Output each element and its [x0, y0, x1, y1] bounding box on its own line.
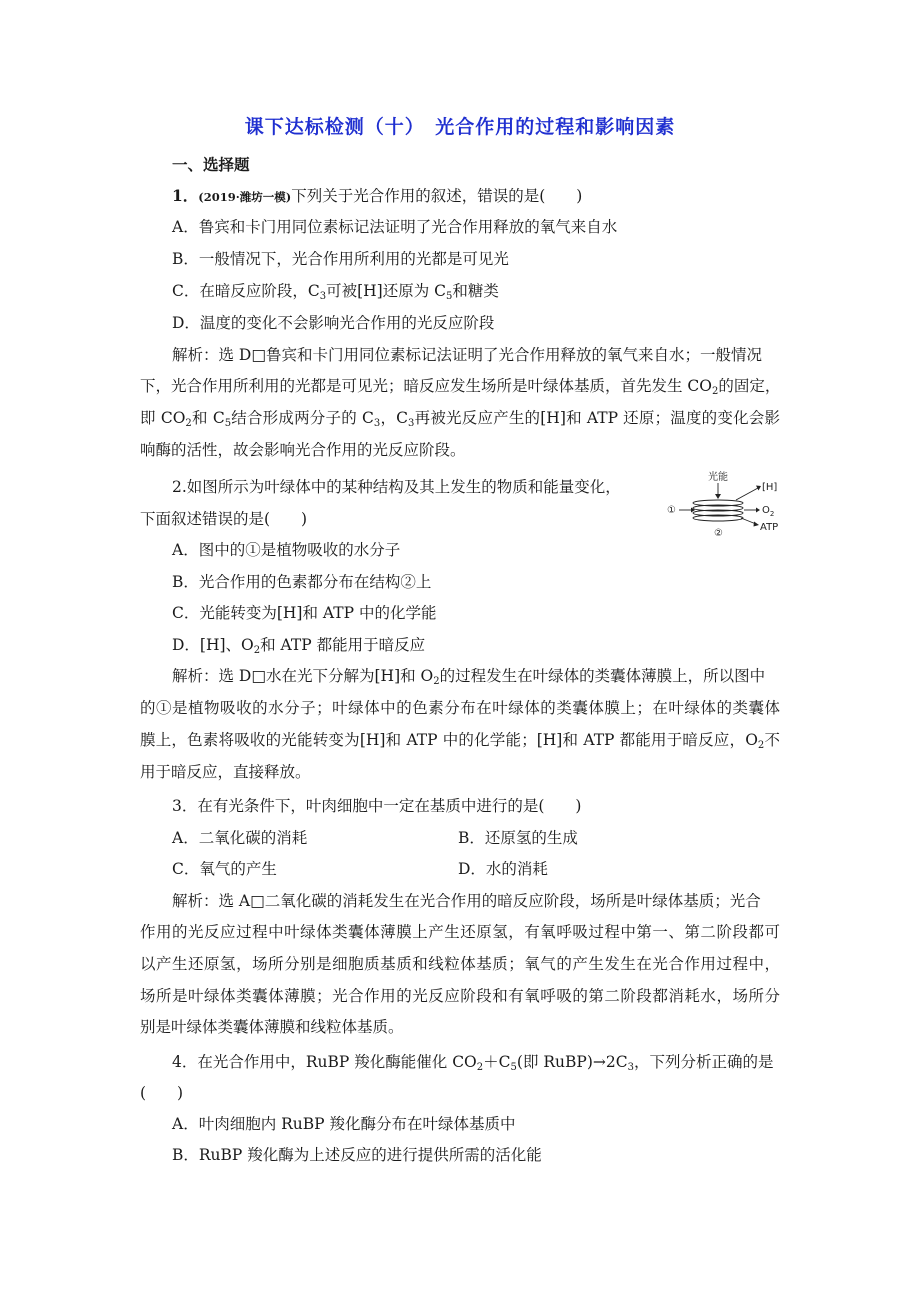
q1-option-a: A．鲁宾和卡门用同位素标记法证明了光合作用释放的氧气来自水: [172, 218, 618, 236]
diagram-o2-label: [762, 505, 774, 518]
q2-ana1-sub: 2: [433, 676, 440, 687]
h-arrowhead: [756, 486, 761, 491]
q3-option-d: D．水的消耗: [458, 860, 548, 878]
diagram-h-label: [H]: [762, 482, 778, 493]
q4-stem-s3: 3: [627, 1062, 634, 1073]
diagram-atp-label: ATP: [760, 522, 779, 533]
q4-stem-b: ＋C: [483, 1053, 511, 1071]
q3-analysis-line-5: 别是叶绿体类囊体薄膜和线粒体基质。: [140, 1018, 404, 1036]
h-arrow: [736, 488, 758, 500]
q1-ana2-text-2: 的固定，: [718, 377, 781, 395]
q1-option-d: D．温度的变化不会影响光合作用的光反应阶段: [172, 314, 495, 332]
q1-analysis-line-3: [140, 408, 780, 434]
q1-number: 1．: [172, 186, 199, 205]
q1-stem: [172, 186, 582, 207]
q2-analysis-line-2: 的①是植物吸收的水分子；叶绿体中的色素分布在叶绿体的类囊体膜上；在叶绿体的类囊体: [140, 699, 780, 717]
q2-ana1-text-2: 的过程发生在叶绿体的类囊体薄膜上，所以图中: [439, 667, 766, 685]
q1-stem-text: 下列关于光合作用的叙述，错误的是( ): [291, 187, 583, 205]
q2-ana3-text: 膜上，色素将吸收的光能转变为[H]和 ATP 中的化学能；[H]和 ATP 都能用于暗反应，O: [140, 731, 758, 749]
q1-ana3-b: 和 C: [191, 409, 225, 427]
q3-option-b: B．还原氢的生成: [458, 829, 578, 847]
thylakoid-stack: [693, 500, 743, 521]
q1-c-sub-1: 3: [319, 291, 327, 302]
q1-ana2-sub: 2: [712, 386, 719, 397]
q2-analysis-line-4: 用于暗反应，直接释放。: [140, 763, 311, 781]
q1-source: (2019·潍坊一模): [198, 190, 292, 204]
o2-text: O: [762, 505, 770, 516]
q1-ana3-s1: 2: [185, 418, 192, 429]
q2-ana3-text-2: 不: [764, 731, 780, 749]
q2-option-d: [172, 635, 425, 661]
q1-c-text-3: 和糖类: [452, 282, 499, 300]
section-heading: 一、选择题: [172, 155, 250, 174]
q3-analysis-line-2: 作用的光反应过程中叶绿体类囊体薄膜上产生还原氢，有氧呼吸过程中第一、第二阶段都可: [140, 923, 780, 941]
q1-option-c: [172, 281, 499, 307]
q1-c-text-1: C．在暗反应阶段，C: [172, 282, 320, 300]
q1-analysis-line-1: 解析：选 D□鲁宾和卡门用同位素标记法证明了光合作用释放的氧气来自水；一般情况: [172, 346, 763, 364]
thylakoid-diagram: [664, 470, 794, 542]
q1-ana3-a: 即 CO: [140, 409, 186, 427]
q2-ana1-text: 解析：选 D□水在光下分解为[H]和 O: [172, 667, 434, 685]
q2-d-text-1: D．[H]、O: [172, 636, 254, 654]
q2-d-sub: 2: [253, 645, 261, 656]
q2-stem-line-1: 2.如图所示为叶绿体中的某种结构及其上发生的物质和能量变化，: [172, 478, 621, 496]
page-title: 课下达标检测（十） 光合作用的过程和影响因素: [244, 116, 676, 138]
q4-stem-line-2: ( ): [140, 1084, 184, 1102]
q1-ana3-s4: 3: [408, 418, 415, 429]
o2-arrowhead: [756, 508, 760, 513]
q2-d-text-2: 和 ATP 都能用于暗反应: [260, 636, 426, 654]
q1-ana2-text: 下，光合作用所利用的光都是可见光；暗反应发生场所是叶绿体基质，首先发生 CO: [140, 377, 712, 395]
q4-stem-s2: 5: [510, 1062, 517, 1073]
q1-ana3-s3: 3: [373, 418, 381, 429]
q1-option-b: B．一般情况下，光合作用所利用的光都是可见光: [172, 250, 509, 268]
q2-stem-line-2: 下面叙述错误的是( ): [140, 510, 308, 528]
diagram-label-two: ②: [714, 528, 723, 539]
diagram-light-label: 光能: [708, 472, 728, 483]
light-arrowhead: [715, 494, 721, 499]
q4-stem-a: 4．在光合作用中，RuBP 羧化酶能催化 CO: [172, 1053, 477, 1071]
q4-stem-d: ，下列分析正确的是: [633, 1053, 774, 1071]
diagram-label-one: ①: [667, 505, 676, 516]
q2-option-b: B．光合作用的色素都分布在结构②上: [172, 573, 432, 591]
q4-stem-line-1: [172, 1052, 773, 1078]
q1-c-text-2: 可被[H]还原为 C: [326, 282, 447, 300]
q1-analysis-line-2: [140, 376, 780, 402]
q3-analysis-line-1: 解析：选 A□二氧化碳的消耗发生在光合作用的暗反应阶段，场所是叶绿体基质；光合: [172, 892, 761, 910]
q2-analysis-line-1: [172, 666, 765, 692]
q4-stem-c: (即 RuBP)→2C: [516, 1053, 628, 1071]
q2-ana3-sub: 2: [757, 740, 765, 751]
q1-ana3-e: 再被光反应产生的[H]和 ATP 还原；温度的变化会影: [414, 409, 780, 427]
q3-analysis-line-3: 以产生还原氢，场所分别是细胞质基质和线粒体基质；氧气的产生发生在光合作用过程中，: [140, 955, 780, 973]
atp-arrowhead: [754, 522, 760, 527]
q3-analysis-line-4: 场所是叶绿体类囊体薄膜；光合作用的光反应阶段和有氧呼吸的第二阶段都消耗水，场所分: [140, 987, 780, 1005]
q1-c-sub-2: 5: [446, 291, 453, 302]
q3-stem: 3．在有光条件下，叶肉细胞中一定在基质中进行的是( ): [172, 797, 582, 815]
q2-option-a: A．图中的①是植物吸收的水分子: [172, 541, 401, 559]
q3-option-c: C．氧气的产生: [172, 860, 277, 878]
q1-ana3-d: ，C: [380, 409, 409, 427]
q4-stem-s1: 2: [476, 1062, 484, 1073]
q1-ana3-c: 结合形成两分子的 C: [231, 409, 374, 427]
o2-sub: 2: [769, 510, 775, 518]
q1-ana3-s2: 5: [224, 418, 232, 429]
atp-arrow: [741, 518, 756, 524]
q4-option-a: A．叶肉细胞内 RuBP 羧化酶分布在叶绿体基质中: [172, 1115, 516, 1133]
q2-option-c: C．光能转变为[H]和 ATP 中的化学能: [172, 604, 437, 622]
q2-analysis-line-3: [140, 730, 780, 756]
q3-option-a: A．二氧化碳的消耗: [172, 829, 308, 847]
q1-analysis-line-4: 响酶的活性，故会影响光合作用的光反应阶段。: [140, 441, 466, 459]
q4-option-b: B．RuBP 羧化酶为上述反应的进行提供所需的活化能: [172, 1146, 542, 1164]
